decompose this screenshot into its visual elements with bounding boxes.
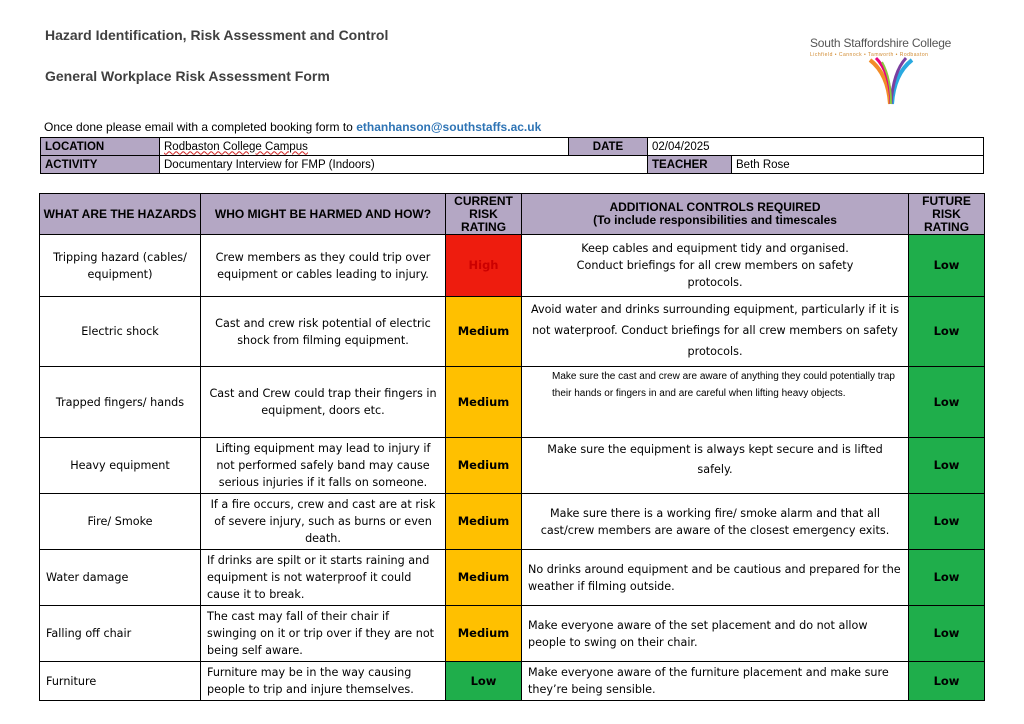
logo-name: South Staffordshire College <box>810 36 952 50</box>
table-row <box>40 438 985 494</box>
document-title: Hazard Identification, Risk Assessment and Control <box>45 27 389 43</box>
instructions-text: Once done please email with a completed booking form to <box>44 120 357 134</box>
who-cell[interactable]: If drinks are spilt or it starts raining and equipment is not waterproof it could cause it to break. <box>201 550 446 606</box>
activity-label: ACTIVITY <box>41 156 160 174</box>
future-rating-cell[interactable]: Low <box>909 235 985 297</box>
hazard-cell[interactable]: Heavy equipment <box>40 438 201 494</box>
header-controls-title: ADDITIONAL CONTROLS REQUIRED <box>609 200 821 214</box>
email-link[interactable]: ethanhanson@southstaffs.ac.uk <box>356 120 542 134</box>
logo-campuses: Lichfield • Cannock • Tamworth • Rodbaston <box>810 52 929 58</box>
controls-cell[interactable]: Make everyone aware of the set placement and do not allow people to swing on their chair. <box>522 606 909 662</box>
controls-cell[interactable]: Make sure there is a working fire/ smoke alarm and that all cast/crew members are aware of the closest emergency exits. <box>522 494 909 550</box>
future-rating-cell[interactable]: Low <box>909 550 985 606</box>
hazard-cell[interactable]: Fire/ Smoke <box>40 494 201 550</box>
location-label: LOCATION <box>41 138 160 156</box>
college-logo <box>810 36 970 106</box>
hazard-cell[interactable]: Electric shock <box>40 297 201 367</box>
table-row <box>40 550 985 606</box>
document-subtitle: General Workplace Risk Assessment Form <box>45 68 330 84</box>
table-row <box>40 367 985 438</box>
who-cell[interactable]: If a fire occurs, crew and cast are at risk of severe injury, such as burns or even death. <box>201 494 446 550</box>
future-rating-cell[interactable]: Low <box>909 438 985 494</box>
future-rating-cell[interactable]: Low <box>909 662 985 701</box>
info-table <box>40 137 984 174</box>
header-hazards: WHAT ARE THE HAZARDS <box>40 194 201 235</box>
controls-cell[interactable]: Make everyone aware of the furniture placement and make sure they’re being sensible. <box>522 662 909 701</box>
who-cell[interactable]: Crew members as they could trip over equipment or cables leading to injury. <box>201 235 446 297</box>
email-instructions <box>44 120 541 134</box>
table-row <box>40 494 985 550</box>
who-cell[interactable]: Cast and Crew could trap their fingers in equipment, doors etc. <box>201 367 446 438</box>
hazard-cell[interactable]: Furniture <box>40 662 201 701</box>
teacher-value[interactable]: Beth Rose <box>732 156 984 174</box>
current-rating-cell[interactable]: Medium <box>446 550 522 606</box>
location-field[interactable] <box>160 138 569 156</box>
future-rating-cell[interactable]: Low <box>909 606 985 662</box>
who-cell[interactable]: Furniture may be in the way causing people to trip and injure themselves. <box>201 662 446 701</box>
who-cell[interactable]: Cast and crew risk potential of electric shock from filming equipment. <box>201 297 446 367</box>
current-rating-cell[interactable]: Medium <box>446 494 522 550</box>
future-rating-cell[interactable]: Low <box>909 494 985 550</box>
controls-cell[interactable]: No drinks around equipment and be cautious and prepared for the weather if filming outside. <box>522 550 909 606</box>
table-row <box>40 235 985 297</box>
current-rating-cell[interactable]: Medium <box>446 438 522 494</box>
current-rating-cell[interactable]: Medium <box>446 297 522 367</box>
current-rating-cell[interactable]: Low <box>446 662 522 701</box>
controls-cell[interactable]: Avoid water and drinks surrounding equipment, particularly if it is not waterproof. Conduct briefings for all crew members on safety protocols. <box>522 297 909 367</box>
controls-cell[interactable]: Keep cables and equipment tidy and organised. Conduct briefings for all crew members on safety protocols. <box>522 235 909 297</box>
date-label: DATE <box>569 138 648 156</box>
future-rating-cell[interactable]: Low <box>909 367 985 438</box>
current-rating-cell[interactable]: Medium <box>446 367 522 438</box>
table-row <box>40 662 985 701</box>
activity-value[interactable]: Documentary Interview for FMP (Indoors) <box>160 156 648 174</box>
controls-cell[interactable]: Make sure the equipment is always kept secure and is lifted safely. <box>522 438 909 494</box>
controls-cell[interactable]: Make sure the cast and crew are aware of anything they could potentially trap their hands or fingers in and are careful when lifting heavy objects. <box>522 367 909 438</box>
risk-table <box>39 193 985 701</box>
future-rating-cell[interactable]: Low <box>909 297 985 367</box>
header-controls-subtitle: (To include responsibilities and timescales <box>593 213 837 227</box>
current-rating-cell[interactable]: High <box>446 235 522 297</box>
teacher-label: TEACHER <box>648 156 732 174</box>
hazard-cell[interactable]: Water damage <box>40 550 201 606</box>
header-controls <box>522 194 909 235</box>
who-cell[interactable]: The cast may fall of their chair if swinging on it or trip over if they are not being self aware. <box>201 606 446 662</box>
hazard-cell[interactable]: Tripping hazard (cables/ equipment) <box>40 235 201 297</box>
date-value[interactable]: 02/04/2025 <box>648 138 984 156</box>
who-cell[interactable]: Lifting equipment may lead to injury if not performed safely band may cause serious injuries if it falls on someone. <box>201 438 446 494</box>
logo-ribbon-icon <box>866 56 916 108</box>
table-row <box>40 297 985 367</box>
hazard-cell[interactable]: Falling off chair <box>40 606 201 662</box>
location-value: Rodbaston College Campus <box>164 140 308 153</box>
table-row <box>40 606 985 662</box>
hazard-cell[interactable]: Trapped fingers/ hands <box>40 367 201 438</box>
header-current-rating: CURRENT RISK RATING <box>446 194 522 235</box>
header-who: WHO MIGHT BE HARMED AND HOW? <box>201 194 446 235</box>
header-future-rating: FUTURE RISK RATING <box>909 194 985 235</box>
current-rating-cell[interactable]: Medium <box>446 606 522 662</box>
